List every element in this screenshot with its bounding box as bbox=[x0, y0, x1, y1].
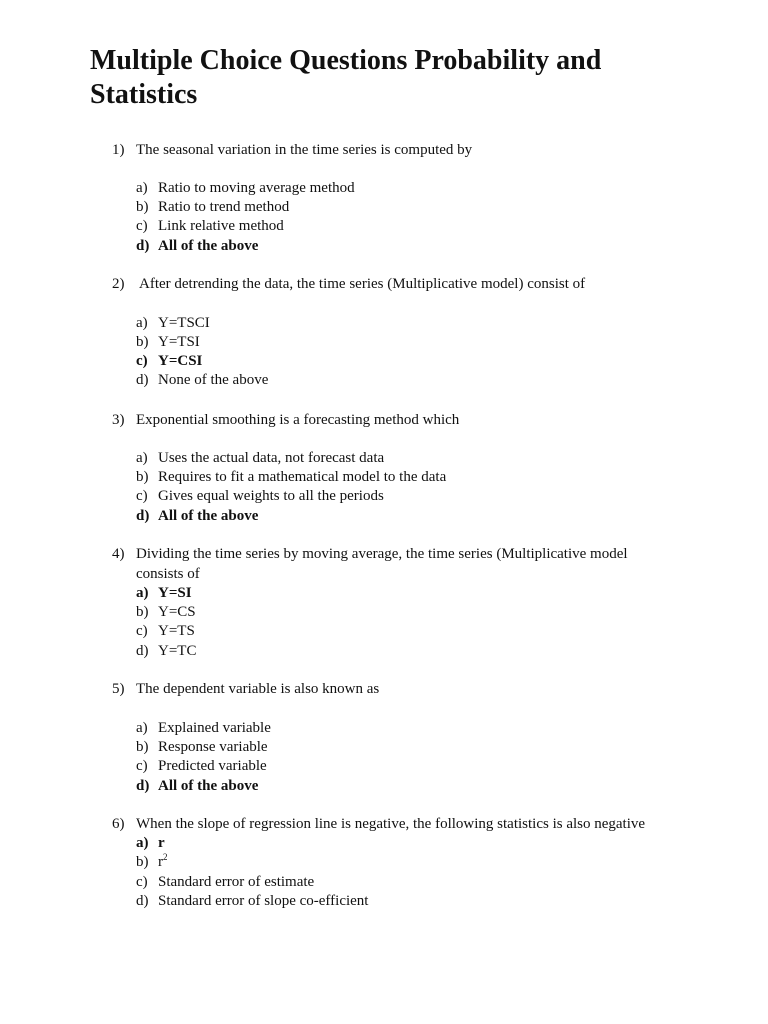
option-letter: a) bbox=[136, 315, 148, 331]
question-number: 2) bbox=[112, 276, 125, 292]
option-letter: a) bbox=[136, 720, 148, 736]
option-text: Uses the actual data, not forecast data bbox=[158, 450, 385, 466]
option-text-correct: r bbox=[158, 835, 165, 851]
option-text: Y=TSI bbox=[158, 334, 200, 350]
option-letter: c) bbox=[136, 874, 148, 890]
option-text: Standard error of estimate bbox=[158, 874, 315, 890]
option-letter: d) bbox=[136, 893, 149, 909]
question-text: Dividing the time series by moving average, the time series (Multiplicative model consists of bbox=[136, 546, 628, 582]
option-text-correct: Y=CSI bbox=[158, 353, 203, 369]
option-letter-correct: d) bbox=[136, 778, 150, 794]
option-letter: b) bbox=[136, 469, 149, 485]
option-letter: a) bbox=[136, 450, 148, 466]
option-text-correct: All of the above bbox=[158, 508, 259, 524]
option-letter: a) bbox=[136, 180, 148, 196]
question-number: 6) bbox=[112, 816, 125, 832]
option-letter-correct: d) bbox=[136, 238, 150, 254]
option-text: r bbox=[158, 854, 163, 870]
option-text: Requires to fit a mathematical model to the data bbox=[158, 469, 447, 485]
option-letter-correct: d) bbox=[136, 508, 150, 524]
option-letter: b) bbox=[136, 604, 149, 620]
option-letter: d) bbox=[136, 643, 149, 659]
question-text: After detrending the data, the time series (Multiplicative model) consist of bbox=[139, 276, 586, 292]
option-text: Y=CS bbox=[158, 604, 196, 620]
option-text: None of the above bbox=[158, 372, 269, 388]
option-text: Standard error of slope co-efficient bbox=[158, 893, 369, 909]
option-text-correct: All of the above bbox=[158, 778, 259, 794]
superscript: 2 bbox=[163, 852, 168, 862]
option-text: Response variable bbox=[158, 739, 268, 755]
option-text: Ratio to moving average method bbox=[158, 180, 355, 196]
option-text: Explained variable bbox=[158, 720, 271, 736]
option-text: Ratio to trend method bbox=[158, 199, 290, 215]
option-letter-correct: a) bbox=[136, 835, 149, 851]
option-letter: b) bbox=[136, 199, 149, 215]
question-number: 1) bbox=[112, 142, 125, 158]
option-text: Gives equal weights to all the periods bbox=[158, 488, 384, 504]
option-text: Y=TSCI bbox=[158, 315, 210, 331]
option-letter: c) bbox=[136, 623, 148, 639]
option-text: Y=TC bbox=[158, 643, 197, 659]
question-text: Exponential smoothing is a forecasting method which bbox=[136, 412, 460, 428]
option-text-correct: All of the above bbox=[158, 238, 259, 254]
option-letter-correct: c) bbox=[136, 353, 148, 369]
option-letter: d) bbox=[136, 372, 149, 388]
option-text: Y=TS bbox=[158, 623, 195, 639]
question-number: 4) bbox=[112, 546, 125, 562]
option-letter: b) bbox=[136, 739, 149, 755]
option-text: Link relative method bbox=[158, 218, 284, 234]
question-number: 5) bbox=[112, 681, 125, 697]
question-text: The seasonal variation in the time series is computed by bbox=[136, 142, 473, 158]
option-letter: c) bbox=[136, 488, 148, 504]
option-text-correct: Y=SI bbox=[158, 585, 192, 601]
option-letter: b) bbox=[136, 854, 149, 870]
page-title: Multiple Choice Questions Probability and Statistics bbox=[90, 45, 602, 110]
question-text: The dependent variable is also known as bbox=[136, 681, 380, 697]
option-letter: c) bbox=[136, 758, 148, 774]
option-text: Predicted variable bbox=[158, 758, 267, 774]
option-letter: c) bbox=[136, 218, 148, 234]
option-text-with-superscript bbox=[158, 853, 168, 872]
question-text: When the slope of regression line is negative, the following statistics is also negative bbox=[136, 816, 646, 832]
option-letter: b) bbox=[136, 334, 149, 350]
question-number: 3) bbox=[112, 412, 125, 428]
option-letter-correct: a) bbox=[136, 585, 149, 601]
